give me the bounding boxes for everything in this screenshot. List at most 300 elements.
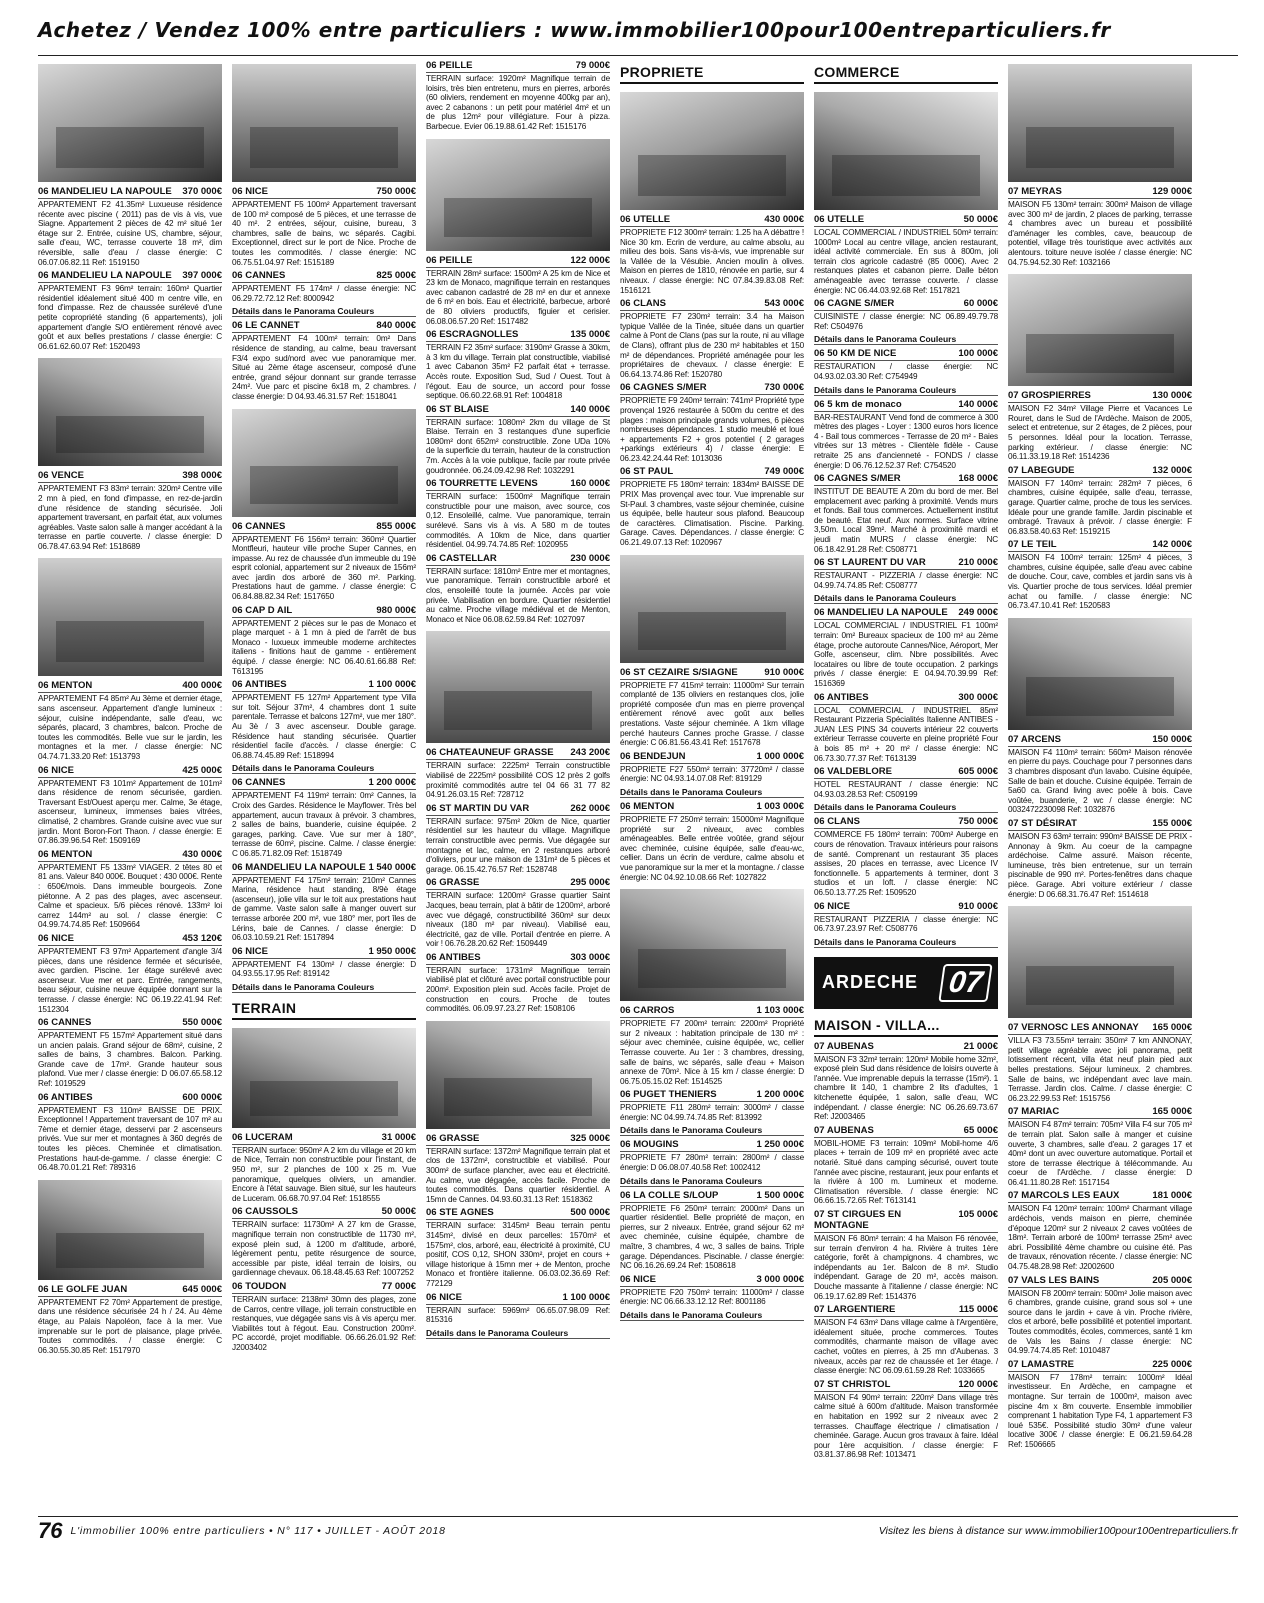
listing-item: [814, 1304, 998, 1376]
listing-item: [814, 1209, 998, 1301]
listing-header: [1008, 390, 1192, 403]
listing-price: 910 000€: [764, 666, 804, 678]
listing-description: APPARTEMENT F5 133m² VIAGER. 2 têtes 80 et 81 ans. Valeur 840 000€. Bouquet : 430 000€. Rente : 650€/mois. Dans immeuble bourgeois. Zone piétonne. A 2 pas des plages, avec ascenseur. Calme et spacieux. 5/6 pièces rénové. 133m² loi carrez 144m² au sol. / classe énergie: C 04.99.74.74.85 Ref: 1509664: [38, 862, 222, 930]
panorama-note: Détails dans le Panorama Couleurs: [232, 763, 416, 774]
listing-price: 1 250 000€: [756, 1139, 804, 1151]
listing-description: RESTAURATION / classe énergie: NC 04.93.02.03.30 Ref: C754949: [814, 362, 998, 381]
listing-price: 730 000€: [764, 382, 804, 394]
listing-price: 750 000€: [958, 816, 998, 828]
listing-city: 06 UTELLE: [814, 214, 865, 225]
listing-description: MAISON F4 120m² terrain: 100m² Charmant village ardéchois, vends maison en pierre, cheminée d'époque 120m² sur 2 niveaux 2 caves voûtées de 18m². Terrain arboré de 100m² terrasse 25m² avec abri. Possibilité 4ème chambre ou cuisine été. Pas de travaux, rénovation récente. / classe énergie: NC 04.75.48.28.98 Ref: J2002600: [1008, 1204, 1192, 1272]
listing-city: 06 MANDELIEU LA NAPOULE: [814, 607, 948, 619]
listing-description: TERRAIN surface: 1810m² Entre mer et montagnes, vue panoramique. Terrain constructible arboré et clos, ensoleillé toute la journée. Accès par voie privée. Viabilisation en bordure. Quartier résidentiel au calme. Proche village médiéval et de Menton, Monaco et Nice 06.08.62.59.84 Ref: 1027097: [426, 566, 610, 624]
listing-price: 430 000€: [764, 214, 804, 225]
listing-price: 210 000€: [958, 557, 998, 569]
listing-description: PROPRIETE F7 415m² terrain: 11000m² Sur terrain complanté de 135 oliviers en restanques clos, jolie propriété composée d'un mas en pierre provençal entièrement rénové avec goût aux belles prestations. Vaste séjour cheminée. A 1km village perché hauteurs Cannes proche Grasse. / classe énergie: C 06.81.56.43.41 Ref: 1517678: [620, 680, 804, 748]
listing-description: TERRAIN surface: 3145m² Beau terrain pentu 3145m², divisé en deux parcelles: 1570m² et 1575m², clos, arboré, eau, électricité à proximité, CU positif, COS 0,12, SHON 330m², projet en cours + village historique à 15mn mer + de Menton, proche Monaco et frontière italienne. 06.03.02.36.69 Ref: 772129: [426, 1221, 610, 1288]
listing-price: 129 000€: [1152, 186, 1192, 197]
listing-city: 07 ST DÉSIRAT: [1008, 818, 1077, 829]
listing-item: [1008, 465, 1192, 537]
listing-item: [814, 298, 998, 331]
listing-price: 1 000 000€: [756, 750, 804, 762]
listing-description: APPARTEMENT F4 130m² / classe énergie: D 04.93.55.17.95 Ref: 819142: [232, 959, 416, 979]
panorama-note: Détails dans le Panorama Couleurs: [814, 385, 998, 396]
listing-item: [1008, 1359, 1192, 1450]
panorama-note: Détails dans le Panorama Couleurs: [620, 1176, 804, 1187]
listing-header: [426, 803, 610, 816]
listing-description: CUISINISTE / classe énergie: NC 06.89.49.79.78 Ref: C504976: [814, 312, 998, 331]
listing-header: [232, 862, 416, 875]
listing-item: [232, 521, 416, 602]
property-photo: [1008, 64, 1192, 182]
listing-description: MAISON F4 87m² terrain: 705m² Villa F4 sur 705 m² de terrain plat. Salon salle à manger et cuisine ouverte, 3 chambres, salle d'eau. 2 garages 17 et 40m² dont un avec ouverture automatique. Portail et store de terrasse électrique à télécommande. Au coeur de l'Ardèche. / classe énergie: D 06.41.11.80.28 Ref: 1517154: [1008, 1120, 1192, 1187]
listing-item: [232, 946, 416, 979]
listing-header: [814, 1041, 998, 1054]
listing-price: 825 000€: [376, 270, 416, 282]
footer-website: Visitez les biens à distance sur www.immobilier100pour100entreparticuliers.fr: [878, 1524, 1238, 1537]
panorama-note: Détails dans le Panorama Couleurs: [814, 334, 998, 345]
listing-item: [1008, 818, 1192, 899]
listing-item: [1008, 1190, 1192, 1271]
listing-city: 06 MENTON: [38, 680, 93, 692]
listing-description: APPARTEMENT F3 110m² BAISSE DE PRIX. Exceptionnel ! Appartement traversant de 107 m² au 7ème et dernier étage, desservi par 2 ascenseurs privés. Vue sur mer et montagnes à 360 degrés de toutes les pièces. Cheminée et climatisation. Prestations haut-de-gamme. / classe énergie: C 06.48.70.01.21 Ref: 789316: [38, 1105, 222, 1173]
listing-city: 06 ANTIBES: [426, 951, 481, 963]
listing-price: 50 000€: [381, 1206, 416, 1218]
listing-price: 840 000€: [376, 320, 416, 332]
listing-description: TERRAIN surface: 975m² 20km de Nice, quartier résidentiel sur les hauteur du village. Magnifique terrain constructible avec permis. Vue dégagée sur montagne et lac, calme, en 2 restanques arboré d'oliviers, pour une maison de 131m² de 5 pièces et garage. 06.15.42.76.57 Ref: 1528748: [426, 816, 610, 874]
listing-description: RESTAURANT PIZZERIA / classe énergie: NC 06.73.97.23.97 Ref: C508776: [814, 914, 998, 934]
listing-item: [620, 667, 804, 748]
listing-price: 142 000€: [1152, 539, 1192, 551]
listing-city: 06 ANTIBES: [814, 691, 869, 703]
listing-header: [232, 679, 416, 692]
listing-city: 06 VENCE: [38, 470, 84, 482]
listing-description: BAR-RESTAURANT Vend fond de commerce à 300 mètres des plages - Loyer : 1300 euros hors licence 4 - Bail tous commerces - Terrasse de 20 m² - Baies vitrées sur 13 mètres - Clientèle fidèle - Cause retraite 25 ans d'ancienneté - FONDS / classe énergie: D 06.76.12.52.37 Ref: C754520: [814, 412, 998, 470]
listing-description: TERRAIN surface: 1731m² Magnifique terrain viabilisé plat et clôturé avec portail constructible pour 200m². Exposition plein sud. Accès facile. Projet de construction en cours. Proche de toutes commodités. 06.09.97.23.27 Ref: 1508106: [426, 965, 610, 1014]
listing-header: [426, 1133, 610, 1146]
listing-city: 06 CANNES: [232, 777, 286, 789]
listing-item: [38, 1284, 222, 1356]
listing-header: [1008, 465, 1192, 478]
listing-item: [426, 60, 610, 132]
property-photo: [1008, 274, 1192, 386]
listing-header: [814, 692, 998, 705]
listing-column: [814, 60, 998, 1505]
listing-item: [38, 1092, 222, 1173]
listing-city: 06 CAGNE S/MER: [814, 298, 895, 310]
listing-column: [1008, 60, 1192, 1505]
property-photo: [232, 409, 416, 517]
listing-price: 115 000€: [958, 1304, 998, 1316]
listing-description: PROPRIETE F7 250m² terrain: 15000m² Magnifique propriété sur 2 niveaux, avec combles aménageables. Belle entrée voûtée, grand séjour avec cheminée, cuisine équipée, salle d'eau-wc, cellier. Dans un écrin de verdure, calme absolu et vue panoramique sur la mer et la montagne. / classe énergie: NC 04.92.10.08.66 Ref: 1027822: [620, 814, 804, 882]
listing-header: [232, 946, 416, 959]
listing-city: 06 NICE: [38, 932, 74, 944]
listing-city: 06 BENDEJUN: [620, 750, 686, 762]
listing-city: 07 LE TEIL: [1008, 539, 1057, 551]
page-number: 76: [38, 1517, 63, 1543]
property-photo: [426, 139, 610, 251]
listing-header: [232, 270, 416, 283]
listing-price: 910 000€: [958, 900, 998, 912]
listing-description: APPARTEMENT F3 83m² terrain: 320m² Centre ville 2 mn à pied, en fond d'impasse, en rez-de-jardin d'une résidence de standing sécurisée. Joli appartement traversant, en parfait état, aux volumes agréables. Vaste salon salle à manger accédant à la terrasse en partie couverte. / classe énergie: D 06.78.47.63.94 Ref: 1518689: [38, 484, 222, 551]
listing-header: [814, 473, 998, 486]
listing-item: [620, 1139, 804, 1172]
panorama-note: Détails dans le Panorama Couleurs: [620, 787, 804, 798]
listing-city: 06 CHATEAUNEUF GRASSE: [426, 747, 554, 759]
listing-item: [426, 553, 610, 625]
listing-city: 06 ST CEZAIRE S/SIAGNE: [620, 666, 738, 678]
panorama-note: Détails dans le Panorama Couleurs: [426, 1328, 610, 1339]
listing-item: [38, 765, 222, 846]
listing-item: [814, 816, 998, 897]
listing-city: 06 GRASSE: [426, 1132, 480, 1144]
listing-price: 325 000€: [570, 1132, 610, 1144]
listing-price: 105 000€: [958, 1209, 998, 1220]
listing-item: [38, 933, 222, 1014]
listing-city: 06 PUGET THENIERS: [620, 1089, 717, 1101]
listing-city: 06 MOUGINS: [620, 1139, 679, 1151]
listing-description: TERRAIN surface: 2138m² 30mn des plages, zone de Carros, centre village, joli terrain constructible en restanques, vue dégagée sans vis à vis aperçu mer. Viabilités tout à l'égout. Eau. Construction 200m². PC accordé, projet modifiable. 06.66.26.01.92 Ref: J2003402: [232, 1295, 416, 1352]
listing-city: 06 MANDELIEU LA NAPOULE: [38, 270, 172, 282]
listing-description: MOBIL-HOME F3 terrain: 109m² Mobil-home 4/6 places + terrain de 109 m² en propriété avec acte notarié. Situé dans camping sécurisé, ouvert toute l'année avec piscine, restaurant, jeux pour enfants et la rivière à 100 m. Lumineux et moderne. Climatisation réversible. / classe énergie: NC 06.66.15.72.65 Ref: T613141: [814, 1138, 998, 1206]
property-photo: [814, 92, 998, 210]
listing-item: [232, 320, 416, 401]
listing-column: [232, 60, 416, 1505]
listing-description: TERRAIN surface: 1080m² 2km du village de St Blaise. Terrain en 3 restanques d'une superficie 1080m² dont 652m² constructible. Zone UDa 10% de la superficie du terrain, hauteur de la construction 7m. Accès à la voie publique, facile par route privée goudronnée. 06.24.09.42.98 Ref: 1032291: [426, 417, 610, 475]
property-photo: [38, 358, 222, 466]
listing-city: 06 ANTIBES: [38, 1091, 93, 1103]
property-photo: [620, 889, 804, 1001]
listing-description: MAISON F7 178m² terrain: 1000m² Idéal investisseur. En Ardèche, en campagne et montagne. Sur terrain de 1000m², maison avec piscine 4m x 8m couverte. Ensemble immobilier comprenant 1 habitation Type F4, 1 appartement F3 loué 535€. Possibilité studio 30m² d'une valeur locative 300€ / classe énergie: E 06.21.59.64.28 Ref: 1506665: [1008, 1372, 1192, 1449]
listing-city: 06 LE CANNET: [232, 320, 300, 332]
listing-city: 06 CANNES: [232, 270, 286, 282]
listing-item: [620, 298, 804, 379]
listing-header: [38, 933, 222, 946]
listing-price: 65 000€: [963, 1124, 998, 1136]
listing-header: [426, 1207, 610, 1220]
listing-item: [814, 399, 998, 471]
listing-description: APPARTEMENT F3 97m² Appartement d'angle 3/4 pièces, dans une résidence fermée et sécurisée, avec gardien. Piscine. 1er étage surélevé avec ascenseur. Vue mer et parc. Entrée, rangements, beau séjour, cuisine neuve équipée donnant sur la terrasse. / classe énergie: NC 06.19.22.41.94 Ref: 1512304: [38, 946, 222, 1014]
listing-price: 543 000€: [764, 298, 804, 310]
listing-header: [814, 1304, 998, 1317]
listing-price: 31 000€: [381, 1131, 416, 1143]
listing-city: 06 MENTON: [620, 800, 675, 812]
listing-price: 397 000€: [182, 270, 222, 282]
listing-header: [814, 214, 998, 227]
listing-description: MAISON F4 100m² terrain: 125m² 4 pièces, 3 chambres, cuisine équipée, salle d'eau avec cabine de douche. Cour, cave, combles et jardin sans vis à vis. Quartier proche de tous services. Idéal premier achat ou famille. / classe énergie: NC 06.73.47.10.41 Ref: 1520583: [1008, 553, 1192, 611]
listing-item: [620, 1190, 804, 1271]
listing-header: [38, 765, 222, 778]
listing-header: [232, 1281, 416, 1294]
listing-price: 230 000€: [570, 552, 610, 564]
section-title: MAISON - VILLA...: [814, 1015, 998, 1037]
listing-header: [426, 60, 610, 73]
listing-city: 06 GRASSE: [426, 877, 480, 889]
listing-header: [232, 320, 416, 333]
listing-city: 06 CANNES: [38, 1017, 92, 1029]
section-title: PROPRIETE: [620, 62, 804, 84]
listing-item: [814, 473, 998, 554]
listing-header: [38, 1017, 222, 1030]
listing-description: TERRAIN surface: 950m² A 2 km du village et 20 km de Nice, Terrain non constructible pour l'instant, de 950 m², sur 2 planches de 100 x 25 m. Vue panoramique, quelques oliviers, un amandier. Encore à l'état sauvage. Bien situé, sur les hauteurs de Luceram. 06.68.70.97.04 Ref: 1518555: [232, 1145, 416, 1203]
listing-item: [232, 1132, 416, 1204]
listing-description: PROPRIETE F9 240m² terrain: 741m² Propriété type provençal 1926 restaurée à 500m du centre et des plages : maison principale grands volumes, 6 pièces nombreuses dépendances. 1 studio meublé et loué + appartements F2 + gros potentiel ( 2 garages +parkings extérieurs 4) / classe énergie: E 06.23.42.24.44 Ref: 1013036: [620, 396, 804, 463]
listing-price: 303 000€: [570, 951, 610, 963]
listing-city: 06 LUCERAM: [232, 1131, 293, 1143]
listing-city: 06 UTELLE: [620, 214, 671, 225]
listing-header: [620, 801, 804, 814]
listing-price: 79 000€: [575, 60, 610, 71]
listing-header: [38, 270, 222, 283]
listing-description: APPARTEMENT 2 pièces sur le pas de Monaco et plage marquet - à 1 mn à pied de l'arrêt de bus Monaco - luxueux immeuble moderne architectes italiens - finitions haut de gamme - entièrement équipé. / classe énergie: NC 06.40.61.66.88 Ref: T613195: [232, 618, 416, 676]
department-number-badge: 07: [938, 964, 993, 1002]
listing-item: [426, 877, 610, 949]
listing-price: 165 000€: [1152, 1106, 1192, 1118]
listing-description: APPARTEMENT F4 100m² terrain: 0m² Dans résidence de standing, au calme, beau traversant F3/4 expo sud/nord avec vue panoramique mer. Situé au 2ème étage ascenseur, composé d'une entrée, grand séjour donnant sur grande terrasse 24m². Vue parc et piscine 6x18 m, 2 chambres. / classe énergie: D 04.93.46.31.57 Ref: 1518041: [232, 334, 416, 401]
listing-header: [620, 1139, 804, 1152]
listing-item: [232, 186, 416, 267]
listing-city: 07 LARGENTIERE: [814, 1304, 896, 1316]
panorama-note: Détails dans le Panorama Couleurs: [620, 1125, 804, 1136]
listing-item: [426, 329, 610, 401]
listing-item: [426, 478, 610, 550]
listing-price: 60 000€: [963, 298, 998, 310]
listing-city: 06 NICE: [814, 900, 850, 912]
listing-header: [426, 553, 610, 566]
listing-description: PROPRIETE F7 280m² terrain: 2800m² / classe énergie: D 06.08.07.40.58 Ref: 1002412: [620, 1153, 804, 1173]
listing-price: 243 200€: [570, 747, 610, 759]
listing-city: 06 LA COLLE S/LOUP: [620, 1189, 719, 1201]
listing-item: [38, 270, 222, 351]
listing-description: COMMERCE F5 180m² terrain: 700m² Auberge en cours de rénovation. Travaux intérieurs pour raisons de santé. Comprenant un restaurant 35 places assises, 20 places en terrasse, avec Licence IV fonctionnelle. 5 appartements à terminer, dont 3 studios et un loft. / classe énergie: NC 06.50.13.77.25 Ref: 1509520: [814, 830, 998, 897]
listing-description: MAISON F3 32m² terrain: 120m² Mobile home 32m², exposé plein Sud dans résidence de loisirs ouverte à l'année. Vue imprenable depuis la terrasse (15m²). 1 chambre lit 140, 1 chambre 2 lits d'adultes, 1 kitchenette équipée, 1 salon, salle d'eau, WC indépendant. / classe énergie: NC 06.26.69.73.67 Ref: J2003465: [814, 1054, 998, 1122]
listing-description: MAISON F6 80m² terrain: 4 ha Maison F6 rénovée, sur terrain d'environ 4 ha. Rivière à truites 1ère catégorie, forêt à champignons. 4 chambres, wc indépendants au 1er. Balcon de 8 m². Studio indépendant. Garage de 20 m², accès maison. Douche massante à l'italienne / classe énergie: NC 06.19.17.62.89 Ref: 1514376: [814, 1234, 998, 1301]
listing-header: [620, 1005, 804, 1018]
listing-item: [232, 270, 416, 303]
listing-item: [1008, 1275, 1192, 1356]
listing-item: [38, 849, 222, 930]
listing-column: [426, 60, 610, 1505]
listing-price: 1 200 000€: [368, 777, 416, 789]
listing-item: [814, 607, 998, 688]
listing-price: 140 000€: [958, 398, 998, 410]
listing-item: [620, 1005, 804, 1086]
listing-item: [814, 1379, 998, 1460]
property-photo: [38, 64, 222, 182]
listing-header: [620, 298, 804, 311]
listing-price: 1 500 000€: [756, 1189, 804, 1201]
property-photo: [232, 64, 416, 182]
listing-city: 07 AUBENAS: [814, 1040, 874, 1052]
listing-header: [232, 521, 416, 534]
listing-city: 06 ANTIBES: [232, 679, 287, 691]
listing-city: 07 MARIAC: [1008, 1106, 1060, 1118]
panorama-note: Détails dans le Panorama Couleurs: [814, 937, 998, 948]
listing-header: [38, 849, 222, 862]
listing-description: APPARTEMENT F2 70m² Appartement de prestige, dans une résidence sécurisée 24 h / 24. Au 4ème étage, au Palais Napoléon, face à la mer. Vue imprenable sur le port de plaisance, plage privée. Toutes commodités. / classe énergie: C 06.30.55.30.85 Ref: 1517970: [38, 1297, 222, 1355]
listing-city: 07 ARCENS: [1008, 733, 1061, 745]
listing-item: [814, 557, 998, 590]
listings-columns: [38, 60, 1238, 1505]
listing-city: 06 ST MARTIN DU VAR: [426, 802, 530, 814]
listing-price: 370 000€: [182, 186, 222, 197]
listing-city: 06 PEILLE: [426, 60, 473, 71]
listing-header: [38, 1284, 222, 1297]
region-banner-label: ARDECHE: [822, 972, 919, 993]
listing-header: [232, 1206, 416, 1219]
listing-header: [232, 186, 416, 199]
listing-item: [426, 747, 610, 799]
listing-price: 1 540 000€: [368, 861, 416, 873]
listing-description: TERRAIN 28m² surface: 1500m² A 25 km de Nice et 23 km de Monaco, magnifique terrain en restanques avec cabanon cadastré de 28 m² en dur et annexe de 6 m² en bois. Eau et électricité, barbecue, arboré de 80 oliviers productifs, figuier et cerisier. 06.08.06.57.20 Ref: 1517482: [426, 268, 610, 326]
listing-city: 06 STE AGNES: [426, 1207, 494, 1219]
listing-description: MAISON F4 90m² terrain: 220m² Dans village très calme situé à 600m d'altitude. Maison transformée en habitation en 1992 sur 2 niveaux avec 2 terrasses. Chauffage électrique / climatisation / cheminée. Garage. Aucun gros travaux à faire. Idéal pour 1ère acquisition. / classe énergie: F 03.81.37.86.98 Ref: 1013471: [814, 1392, 998, 1460]
listing-item: [620, 1089, 804, 1122]
property-photo: [38, 558, 222, 676]
listing-price: 1 003 000€: [756, 800, 804, 812]
listing-description: TERRAIN surface: 11730m² A 27 km de Grasse, magnifique terrain non constructible de 11730 m², exposé plein sud, à 1200 m d'altitude, arboré, légèrement pentu, petite résurgence de source, accessible par piste, idéal terrain de loisirs, ou gardiennage chevaux. 06.18.48.45.63 Ref: 1007252: [232, 1220, 416, 1278]
listing-city: 06 CAGNES S/MER: [814, 473, 901, 485]
listing-header: [620, 1190, 804, 1203]
listing-price: 100 000€: [958, 348, 998, 360]
listing-description: APPARTEMENT F5 174m² / classe énergie: NC 06.29.72.72.12 Ref: 8000942: [232, 284, 416, 303]
listing-description: MAISON F7 140m² terrain: 282m² 7 pièces, 6 chambres, cuisine équipée, salle d'eau, terrasse, garage. Quartier calme, proche de tous les services. Idéale pour une grande famille. Jardin piscinable et ombragé. Travaux à prévoir. / classe énergie: F 06.83.58.40.63 Ref: 1519215: [1008, 478, 1192, 536]
listing-header: [1008, 1359, 1192, 1372]
listing-city: 06 CARROS: [620, 1005, 675, 1017]
listing-header: [426, 329, 610, 342]
listing-city: 06 MANDELIEU LA NAPOULE: [232, 861, 366, 873]
listing-header: [38, 470, 222, 483]
listing-header: [814, 766, 998, 779]
listing-price: 295 000€: [570, 877, 610, 889]
listing-item: [426, 404, 610, 476]
listing-description: HOTEL RESTAURANT / classe énergie: NC 04.93.03.28.53 Ref: C509199: [814, 780, 998, 799]
listing-item: [38, 680, 222, 761]
listing-description: PROPRIETE F11 280m² terrain: 3000m² / classe énergie: NC 04.99.74.74.85 Ref: 813992: [620, 1103, 804, 1122]
listing-header: [620, 214, 804, 227]
listing-header: [620, 382, 804, 395]
listing-city: 06 CAUSSOLS: [232, 1206, 298, 1218]
listing-item: [620, 214, 804, 295]
listing-description: TERRAIN surface: 1500m² Magnifique terrain constructible pour une maison, avec source, cos 0,12. Ensoleillé, calme. Vue panoramique, terrain surélevé. Sans vis à vis. A 580 m de toutes commodités. A 10km de Nice, dans quartier résidentiel. 04.99.74.74.85 Ref: 1020955: [426, 492, 610, 550]
listing-city: 06 LE GOLFE JUAN: [38, 1283, 128, 1295]
listing-price: 132 000€: [1152, 464, 1192, 476]
listing-header: [1008, 1275, 1192, 1288]
listing-item: [38, 1017, 222, 1089]
section-title: TERRAIN: [232, 998, 416, 1020]
listing-description: TERRAIN surface: 1920m² Magnifique terrain de loisirs, très bien entretenu, murs en pierres, arborés (60 oliviers, rendement en moyenne 400kg par an), avec 2 cabanons : un petit pour matériel 4m² et un de plus 12m² pour villégiature. Four à pizza. Barbecue. Evier 06.19.88.61.42 Ref: 1515176: [426, 74, 610, 131]
listing-column: [38, 60, 222, 1505]
listing-description: TERRAIN surface: 1200m² Grasse quartier Saint Jacques, beau terrain, plat à bâtir de 1200m², arboré avec vue dégagé, constructibilité 360m² sur deux niveaux (180 m² par niveau). Viabilisé eau, électricité, gaz de ville. Portail d'entrée en pierre. A voir ! 06.76.28.20.62 Ref: 1509449: [426, 891, 610, 949]
listing-city: 06 CAGNES S/MER: [620, 382, 707, 394]
listing-item: [814, 901, 998, 934]
listing-price: 140 000€: [570, 403, 610, 415]
listing-header: [1008, 734, 1192, 747]
listing-item: [620, 751, 804, 784]
listing-price: 550 000€: [182, 1017, 222, 1029]
listing-price: 262 000€: [570, 802, 610, 814]
listing-city: 07 ST CIRGUES EN MONTAGNE: [814, 1209, 902, 1231]
listing-city: 07 VERNOSC LES ANNONAY: [1008, 1022, 1139, 1034]
listing-city: 06 MENTON: [38, 848, 93, 860]
listing-header: [1008, 186, 1192, 199]
listing-price: 21 000€: [963, 1040, 998, 1052]
listing-item: [426, 1207, 610, 1288]
listing-city: 06 NICE: [620, 1273, 656, 1285]
listing-item: [1008, 734, 1192, 815]
listing-item: [814, 766, 998, 799]
listing-price: 453 120€: [182, 932, 222, 944]
listing-item: [38, 470, 222, 551]
page-header: [38, 18, 1238, 56]
listing-item: [38, 186, 222, 267]
listing-item: [620, 382, 804, 463]
listing-city: 07 VALS LES BAINS: [1008, 1274, 1100, 1286]
listing-description: LOCAL COMMERCIAL / INDUSTRIEL 85m² Restaurant Pizzeria Spécialités Italienne ANTIBES - JUAN LES PINS 34 couverts intérieur 22 couverts extérieur Terrasse couverte en pleine propriété Four à bois 85 m² + 20 m² / classe énergie: NC 06.73.30.77.37 Ref: T613139: [814, 705, 998, 763]
header-title: Achetez / Vendez 100% entre particuliers : www.immobilier100pour100entreparticuliers.fr: [38, 18, 1111, 42]
listing-price: 122 000€: [570, 254, 610, 266]
listing-header: [620, 1274, 804, 1287]
listing-description: LOCAL COMMERCIAL / INDUSTRIEL F1 100m² terrain: 0m² Bureaux spacieux de 100 m² au 2ème étage, proche autoroute Cannes/Nice, Aéroport, Mer Golfe, ascenseur, clim. Nbre possibilités. Avec locataires ou libre de toute occupation. 2 parkings privés / classe énergie: E 04.94.70.39.99 Ref: 1516369: [814, 621, 998, 688]
listing-description: APPARTEMENT F5 127m² Appartement type Villa sur toit. Séjour 37m², 4 chambres dont 1 suite parentale. Terrasse et balcons 127m², vue mer 180°. Au 3è / 3 avec ascenseur. Double garage. Résidence haut standing sécurisée. Quartier résidentiel facile d'accès. / classe énergie: C 06.88.74.45.89 Ref: 1518994: [232, 693, 416, 760]
listing-item: [232, 679, 416, 760]
listing-header: [814, 298, 998, 311]
listing-item: [1008, 186, 1192, 267]
listing-header: [232, 605, 416, 618]
listing-header: [38, 680, 222, 693]
listing-item: [232, 862, 416, 943]
listing-city: 06 CLANS: [620, 298, 666, 310]
listing-item: [814, 692, 998, 764]
listing-item: [814, 1041, 998, 1122]
listing-city: 06 ST LAURENT DU VAR: [814, 557, 926, 569]
listing-price: 205 000€: [1152, 1274, 1192, 1286]
panorama-note: Détails dans le Panorama Couleurs: [232, 306, 416, 317]
listing-description: APPARTEMENT F2 41.35m² Luxueuse résidence récente avec piscine ( 2011) pas de vis à vis, vue Siagne. Appartement 2 pièces de 42 m² situé 1er étage sur 2. Entrée, cuisine US, chambre, séjour, salle d'eau, WC, terrasse couverte 18 m², dim réversible, salle d'eau / classe énergie: C 06.07.06.82.11 Ref: 1519150: [38, 200, 222, 267]
listing-item: [232, 605, 416, 677]
listing-price: 77 000€: [381, 1281, 416, 1292]
listing-description: MAISON F3 63m² terrain: 990m² BAISSE DE PRIX - Annonay à 9km. Au coeur de la campagne ardéchoise. Calme assuré. Maison récente, lumineuse, très bien entretenue, sur un terrain piscinable de 990 m². Portes-fenêtres dans chaque pièce. Garage. Abri voiture extérieur / classe énergie: D 06.68.31.76.47 Ref: 1514618: [1008, 832, 1192, 899]
panorama-note: Détails dans le Panorama Couleurs: [814, 802, 998, 813]
listing-price: 130 000€: [1152, 390, 1192, 402]
listing-item: [814, 214, 998, 295]
listing-header: [1008, 1190, 1192, 1203]
listing-price: 249 000€: [958, 607, 998, 619]
region-banner-ardeche: [814, 957, 998, 1009]
listing-description: PROPRIETE F7 200m² terrain: 2200m² Propriété sur 2 niveaux : habitation principale de 130 m² : séjour avec cheminée, cuisine équipée, wc, cellier Terrasse couverte. Au 1er : 3 chambres, dressing, salle de bains, wc séparés, salle d'eau + Maison annexe de 70m². Nice à 15 km / classe énergie: D 06.75.05.15.02 Ref: 1514525: [620, 1019, 804, 1086]
listing-city: 06 NICE: [232, 945, 268, 957]
listing-price: 980 000€: [376, 604, 416, 616]
property-photo: [1008, 618, 1192, 730]
listing-header: [814, 399, 998, 412]
listing-price: 155 000€: [1152, 818, 1192, 829]
listing-header: [814, 816, 998, 829]
listing-description: MAISON F4 110m² terrain: 560m² Maison rénovée en pierre du pays. Couchage pour 7 personnes dans 3 chambres disposant d'un lavabo. Cuisine équipée, Salle de bain et douche. Cuisine équipée. Terrain de 5a60 ca. Grand living avec poêle à bois. Cave voûtée, buanderie, 2 wc / classe énergie: NC 0032472230098 Ref: 1032876: [1008, 747, 1192, 815]
listing-city: 06 ESCRAGNOLLES: [426, 329, 519, 341]
listing-price: 855 000€: [376, 520, 416, 532]
listing-header: [38, 1092, 222, 1105]
listing-header: [232, 777, 416, 790]
listing-description: MAISON F4 63m² Dans village calme à l'Argentière, idéalement située, proche commerces. Toutes commodités, charmante maison de village avec cachet, voûtes en pierres, à 25 mn d'Aubenas. 3 niveaux, accès par rez de chaussée et 1er étage. / classe énergie: NC 06.09.61.59.28 Ref: 1033665: [814, 1318, 998, 1376]
listing-description: APPARTEMENT F3 96m² terrain: 160m² Quartier résidentiel idéalement situé 400 m centre ville, en fond d'impasse. Rez de chaussée surélevé d'une petite copropriété standing (6 appartements), joli appartement d'angle S/O entièrement rénové avec goût et aux belles prestations / classe énergie: C 06.61.62.60.07 Ref: 1520493: [38, 284, 222, 351]
listing-price: 225 000€: [1152, 1358, 1192, 1370]
listing-description: MAISON F2 34m² Village Pierre et Vacances Le Rouret, dans le Sud de l'Ardèche. Maison de 2005, select et entretenue, sur 2 étages, de 2 pièces, pour 5 personnes. Idéal pour la location. Terrasse, parking extérieur. / classe énergie: NC 06.11.33.19.18 Ref: 1514236: [1008, 404, 1192, 462]
listing-city: 06 TOURRETTE LEVENS: [426, 478, 538, 490]
listing-price: 1 103 000€: [756, 1005, 804, 1017]
listing-header: [620, 1089, 804, 1102]
listing-item: [426, 255, 610, 327]
listing-description: APPARTEMENT F3 101m² Appartement de 101m² dans résidence de renom sécurisée, gardien. Traversant Est/Ouest aperçu mer. Calme, 3e étage, ascenseur, lumineux, immenses baies vitrées, climatisé, 2 chambres. Grande cuisine avec vue sur jardin. Mont Boron-Fort Thaon. / classe énergie: E 07.86.39.96.54 Ref: 1509169: [38, 778, 222, 846]
